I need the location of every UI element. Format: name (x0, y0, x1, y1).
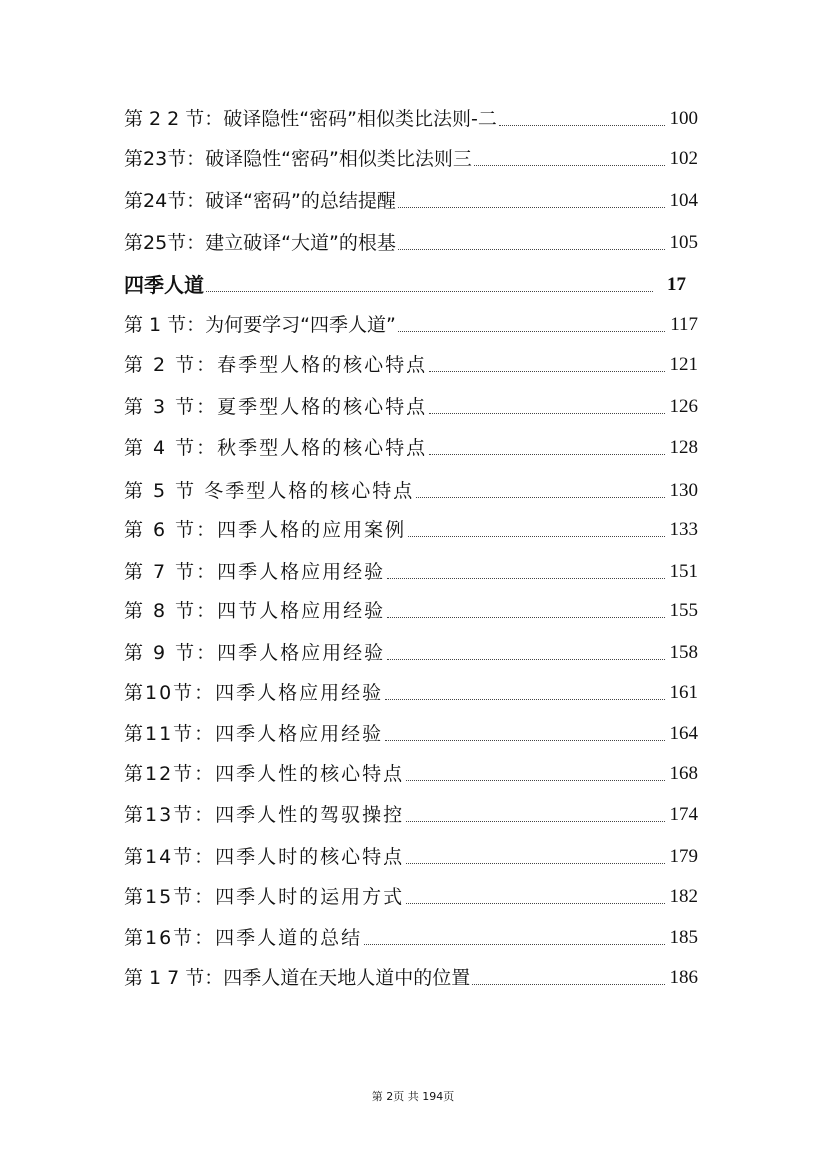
toc-entry-title: 第24节：破译“密码”的总结提醒 (124, 190, 396, 212)
toc-entry[interactable] (124, 798, 698, 828)
toc-entry-page: 185 (669, 927, 698, 948)
toc-entry-page: 164 (669, 723, 698, 744)
toc-leader-dots (206, 291, 653, 292)
toc-leader-dots (474, 165, 665, 166)
toc-leader-dots (406, 821, 665, 822)
toc-entry-page: 182 (669, 886, 698, 907)
toc-entry-page: 117 (670, 314, 698, 335)
toc-entry-title: 第 8 节：四节人格应用经验 (124, 600, 386, 622)
toc-entry-page: 105 (669, 232, 698, 253)
toc-entry[interactable] (124, 474, 698, 504)
toc-leader-dots (472, 984, 665, 985)
toc-entry-page: 158 (669, 642, 698, 663)
toc-entry-title: 第15节：四季人时的运用方式 (124, 886, 405, 908)
toc-leader-dots (406, 903, 665, 904)
toc-entry[interactable] (124, 594, 698, 624)
toc-chapter-heading[interactable] (124, 268, 686, 298)
toc-entry-title: 第14节：四季人时的核心特点 (124, 846, 405, 868)
toc-entry[interactable] (124, 348, 698, 378)
toc-leader-dots (385, 699, 665, 700)
toc-leader-dots (429, 371, 665, 372)
toc-leader-dots (429, 454, 665, 455)
toc-entry-title: 第 9 节：四季人格应用经验 (124, 642, 386, 664)
toc-entry-page: 168 (669, 763, 698, 784)
toc-entry-title: 第 3 节：夏季型人格的核心特点 (124, 396, 428, 418)
toc-entry-page: 130 (669, 480, 698, 501)
toc-leader-dots (406, 863, 665, 864)
toc-leader-dots (387, 578, 665, 579)
toc-entry-title: 第11节：四季人格应用经验 (124, 723, 384, 745)
toc-entry-title: 第 5 节 冬季型人格的核心特点 (124, 480, 415, 502)
toc-entry[interactable] (124, 880, 698, 910)
toc-entry-title: 第25节：建立破译“大道”的根基 (124, 232, 396, 254)
toc-entry-page: 186 (669, 967, 698, 988)
toc-entry-title: 第 2 2 节：破译隐性“密码”相似类比法则-二 (124, 108, 497, 130)
toc-entry[interactable] (124, 431, 698, 461)
toc-leader-dots (408, 536, 665, 537)
toc-entry-title: 第12节：四季人性的核心特点 (124, 763, 405, 785)
toc-entry-page: 133 (669, 519, 698, 540)
toc-entry[interactable] (124, 676, 698, 706)
toc-entry-page: 102 (669, 148, 698, 169)
toc-entry-title: 第 4 节：秋季型人格的核心特点 (124, 437, 428, 459)
toc-entry-page: 161 (669, 682, 698, 703)
toc-entry[interactable] (124, 184, 698, 214)
toc-entry[interactable] (124, 555, 698, 585)
toc-entry-title: 第 6 节：四季人格的应用案例 (124, 519, 407, 541)
toc-chapter-page: 17 (667, 274, 686, 295)
toc-entry-page: 151 (669, 561, 698, 582)
toc-entry-page: 155 (669, 600, 698, 621)
toc-entry[interactable] (124, 961, 698, 991)
toc-entry-page: 128 (669, 437, 698, 458)
toc-leader-dots (398, 249, 665, 250)
toc-entry-page: 100 (669, 108, 698, 129)
toc-entry-title: 第 7 节：四季人格应用经验 (124, 561, 386, 583)
toc-chapter-title: 四季人道 (124, 273, 204, 297)
toc-leader-dots (398, 207, 665, 208)
toc-leader-dots (406, 780, 665, 781)
toc-entry-title: 第13节：四季人性的驾驭操控 (124, 804, 405, 826)
toc-entry-title: 第 1 节：为何要学习“四季人道” (124, 314, 396, 336)
toc-entry[interactable] (124, 840, 698, 870)
toc-entry-page: 174 (669, 804, 698, 825)
toc-leader-dots (499, 125, 665, 126)
toc-entry-page: 121 (669, 354, 698, 375)
toc-entry[interactable] (124, 921, 698, 951)
toc-entry[interactable] (124, 757, 698, 787)
toc-entry[interactable] (124, 142, 698, 172)
toc-leader-dots (429, 413, 665, 414)
toc-entry-title: 第 1 7 节：四季人道在天地人道中的位置 (124, 967, 471, 989)
toc-entry-title: 第16节：四季人道的总结 (124, 927, 363, 949)
toc-leader-dots (398, 331, 665, 332)
toc-entry-page: 126 (669, 396, 698, 417)
page-footer: 第 2页 共 194页 (371, 1090, 455, 1103)
toc-leader-dots (385, 740, 665, 741)
toc-leader-dots (387, 659, 665, 660)
toc-entry[interactable] (124, 390, 698, 420)
toc-leader-dots (387, 617, 665, 618)
toc-entry-title: 第23节：破译隐性“密码”相似类比法则三 (124, 148, 472, 170)
toc-entry[interactable] (124, 102, 698, 132)
toc-entry-title: 第10节：四季人格应用经验 (124, 682, 384, 704)
toc-entry-page: 104 (669, 190, 698, 211)
toc-leader-dots (416, 497, 665, 498)
toc-entry-page: 179 (669, 846, 698, 867)
toc-entry[interactable] (124, 636, 698, 666)
toc-entry[interactable] (124, 308, 698, 338)
toc-entry[interactable] (124, 513, 698, 543)
toc-entry[interactable] (124, 717, 698, 747)
toc-entry-title: 第 2 节：春季型人格的核心特点 (124, 354, 428, 376)
toc-entry[interactable] (124, 226, 698, 256)
toc-leader-dots (364, 944, 665, 945)
